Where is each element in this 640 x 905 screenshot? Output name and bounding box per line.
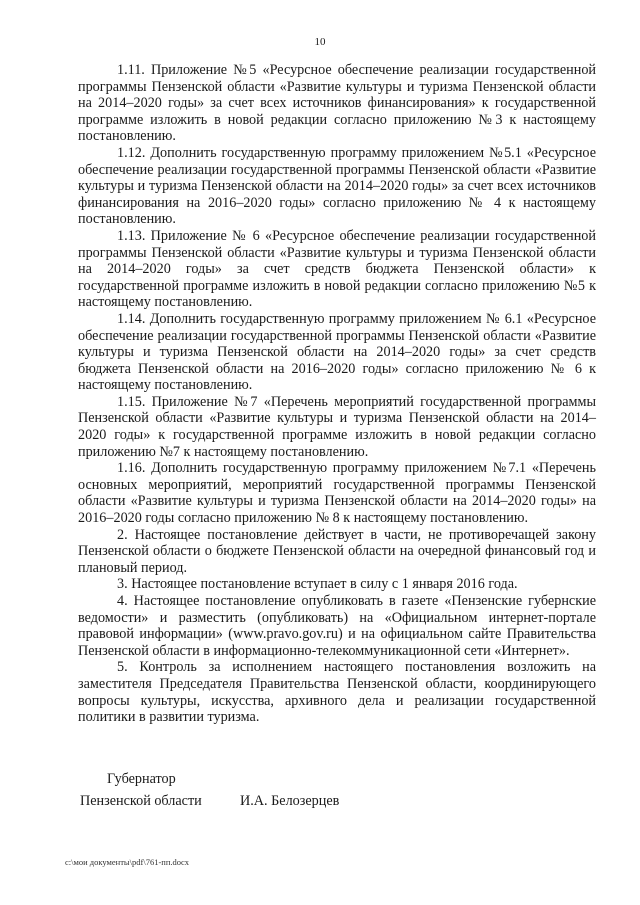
- paragraph-3: 3. Настоящее постановление вступает в силу с 1 января 2016 года.: [117, 576, 518, 593]
- paragraph-1-16: 1.16. Дополнить государственную программу приложением №7.1 «Перечень основных мероприятий, мероприятий государственной программы Пензенской области «Развитие культуры и туризма Пензенской области на 2014–2020 годы» на 2016–2020 годы согласно приложению № 8 к настоящему постановлению.: [78, 460, 596, 527]
- signatory-row: [80, 790, 500, 812]
- paragraph-1-14: 1.14. Дополнить государственную программу приложением № 6.1 «Ресурсное обеспечение реализации государственной программы Пензенской области «Развитие культуры и туризма Пензенской области на 2014–2020 годы» за счет средств бюджета Пензенской области на 2016–2020 годы» согласно приложению № 6 к настоящему постановлению.: [78, 310, 596, 394]
- paragraph-1-12: 1.12. Дополнить государственную программу приложением №5.1 «Ресурсное обеспечение реализации государственной программы Пензенской области «Развитие культуры и туризма Пензенской области на 2014–2020 годы» за счет всех источников финансирования на 2016–2020 годы» согласно приложению № 4 к настоящему постановлению.: [78, 144, 596, 228]
- page-number: 10: [314, 36, 326, 48]
- paragraph-5: 5. Контроль за исполнением настоящего постановления возложить на заместителя Председателя Правительства Пензенской области, координирующего вопросы культуры, искусства, архивного дела и реализации государственной политики в развитии туризма.: [78, 659, 596, 726]
- signatory-title: Губернатор: [107, 771, 176, 787]
- paragraph-4: 4. Настоящее постановление опубликовать в газете «Пензенские губернские ведомости» и разместить (опубликовать) на «Официальном интернет-портале правовой информации» (www.pravo.gov.ru) и на официальном сайте Правительства Пензенской области в информационно-телекоммуникационной сети «Интернет».: [78, 593, 596, 659]
- paragraph-2: 2. Настоящее постановление действует в части, не противоречащей закону Пензенской области о бюджете Пензенской области на очередной финансовый год и плановый период.: [78, 526, 596, 576]
- file-path-footer: c:\мои документы\pdf\761-пп.docx: [65, 857, 190, 867]
- document-body: [78, 62, 596, 726]
- signatory-region: Пензенской области: [80, 793, 202, 809]
- signatory-name: И.А. Белозерцев: [240, 793, 340, 809]
- paragraph-1-13: 1.13. Приложение № 6 «Ресурсное обеспечение реализации государственной программы Пензенской области «Развитие культуры и туризма Пензенской области на 2014–2020 годы» за счет средств бюджета Пензенской области» к государственной программе изложить в новой редакции согласно приложению №5 к настоящему постановлению.: [78, 227, 596, 311]
- paragraph-1-11: 1.11. Приложение №5 «Ресурсное обеспечение реализации государственной программы Пензенской области «Развитие культуры и туризма Пензенской области на 2014–2020 годы» за счет всех источников финансирования» к государственной программе изложить в новой редакции согласно приложению №3 к настоящему постановлению.: [78, 62, 596, 145]
- paragraph-1-15: 1.15. Приложение №7 «Перечень мероприятий государственной программы Пензенской области «Развитие культуры и туризма Пензенской области на 2014–2020 годы» к государственной программе изложить в новой редакции согласно приложению №7 к настоящему постановлению.: [78, 393, 596, 460]
- signature-block: [80, 768, 500, 812]
